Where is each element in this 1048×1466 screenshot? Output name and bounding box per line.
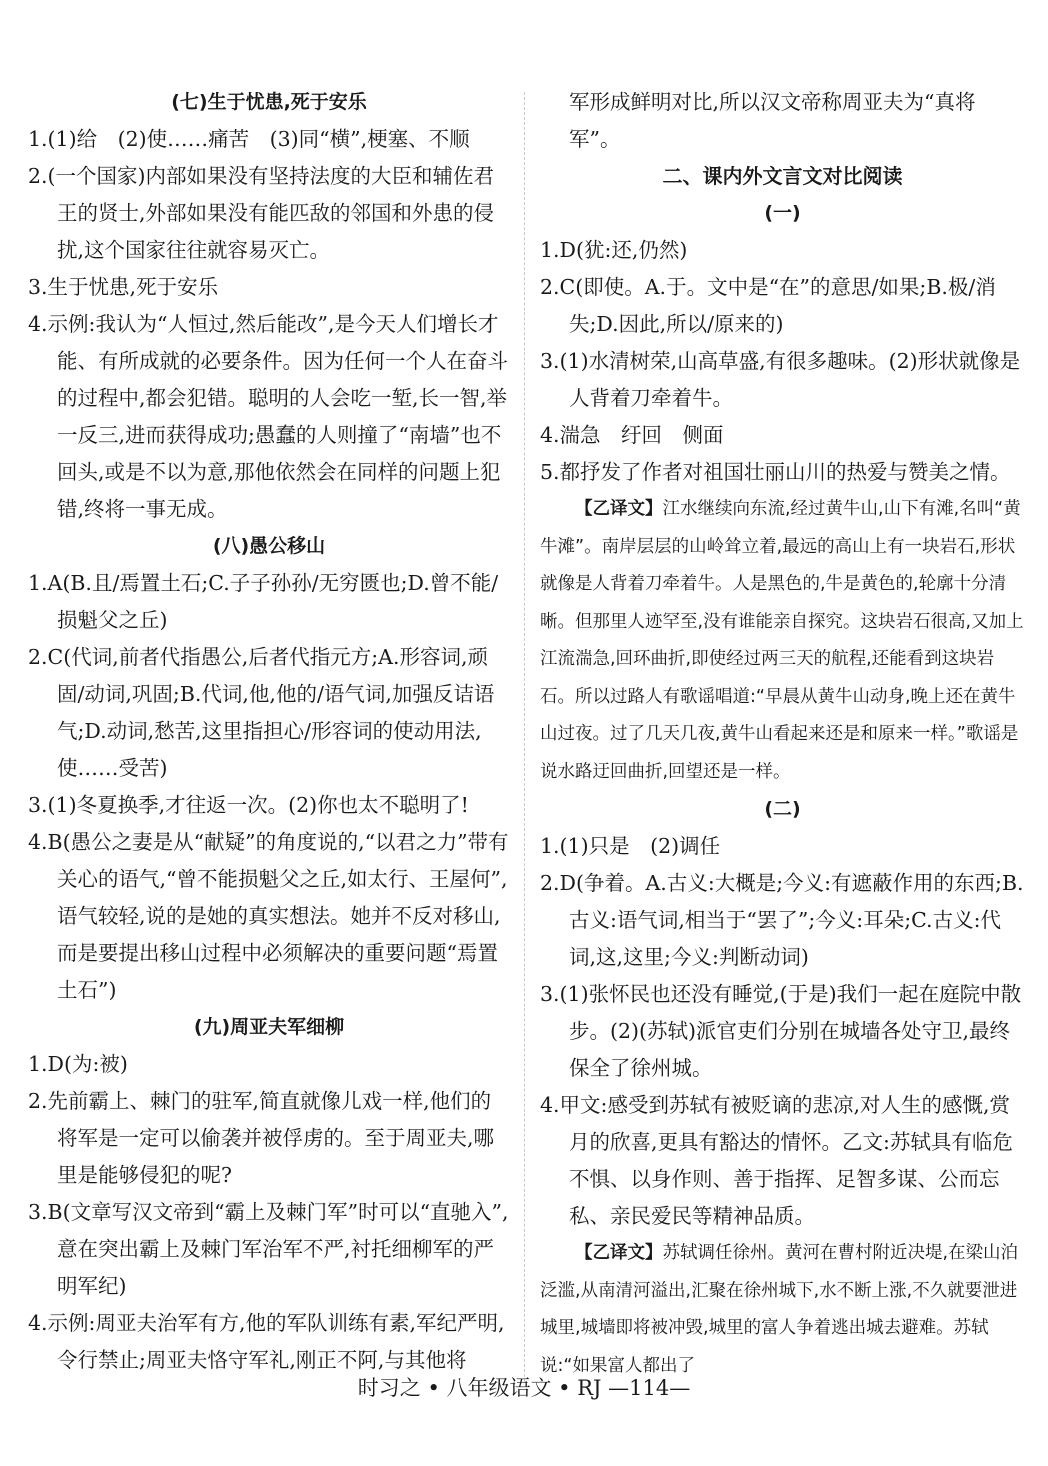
answer-item: 2.C(即使。A.于。文中是“在”的意思/如果;B.极/消失;D.因此,所以/原来的) <box>540 275 996 336</box>
column-divider <box>524 92 525 1382</box>
answer-item: 4.示例:我认为“人恒过,然后能改”,是今天人们增长才能、有所成就的必要条件。因为任何一个人在奋斗的过程中,都会犯错。聪明的人会吃一堑,长一智,举一反三,进而获得成功;愚蠢的人则撞了“南墙”也不回头,或是不以为意,那他依然会在同样的问题上犯错,终将一事无成。 <box>28 312 508 521</box>
translation-paragraph <box>540 491 1025 791</box>
answer-item: 3.B(文章写汉文帝到“霸上及棘门军”时可以“直驰入”,意在突出霸上及棘门军治军不严,衬托细柳军的严明军纪) <box>28 1200 509 1298</box>
continuation-text: 军形成鲜明对比,所以汉文帝称周亚夫为“真将军”。 <box>569 90 976 151</box>
left-column <box>28 84 510 1379</box>
section-7 <box>28 84 510 528</box>
section-heading: (九)周亚夫军细柳 <box>193 1016 345 1038</box>
section-heading: (八)愚公移山 <box>212 535 326 557</box>
translation-text: 江水继续向东流,经过黄牛山,山下有滩,名叫“黄牛滩”。南岸层层的山岭耸立着,最远的高山上有一块岩石,形状就像是人背着刀牵着牛。人是黑色的,牛是黄色的,轮廓十分清晰。但那里人迹罕至,没有谁能亲自探究。这块岩石很高,又加上江流湍急,回环曲折,即使经过两三天的航程,还能看到这块岩石。所以过路人有歌谣唱道:“早晨从黄牛山动身,晚上还在黄牛山过夜。过了几天几夜,黄牛山看起来还是和原来一样。”歌谣是说水路迂回曲折,回望还是一样。 <box>540 499 1024 782</box>
section-9 <box>28 1009 510 1379</box>
answer-item: 2.C(代词,前者代指愚公,后者代指元方;A.形容词,顽固/动词,巩固;B.代词,他,他的/语气词,加强反诘语气;D.动词,愁苦,这里指担心/形容词的使动用法,使……受苦) <box>28 645 495 780</box>
translation-paragraph <box>540 1235 1025 1385</box>
answer-item: 4.甲文:感受到苏轼有被贬谪的悲凉,对人生的感慨,赏月的欣喜,更具有豁达的情怀。乙文:苏轼具有临危不惧、以身作则、善于指挥、足智多谋、公而忘私、亲民爱民等精神品质。 <box>540 1093 1013 1228</box>
answer-item: 2.先前霸上、棘门的驻军,简直就像儿戏一样,他们的将军是一定可以偷袭并被俘虏的。至于周亚夫,哪里是能够侵犯的呢? <box>28 1089 495 1187</box>
part-heading: (二) <box>764 798 801 820</box>
part-heading: (一) <box>764 202 801 224</box>
answer-item: 3.(1)冬夏换季,才往返一次。(2)你也太不聪明了! <box>28 793 469 817</box>
right-column <box>540 84 1025 1385</box>
translation-tag: 【乙译文】 <box>575 499 663 519</box>
answer-item: 2.(一个国家)内部如果没有坚持法度的大臣和辅佐君王的贤士,外部如果没有能匹敌的邻国和外患的侵扰,这个国家往往就容易灭亡。 <box>28 164 495 262</box>
answer-item: 2.D(争着。A.古义:大概是;今义:有遮蔽作用的东西;B.古义:语气词,相当于“罢了”;今义:耳朵;C.古义:代词,这,这里;今义:判断动词) <box>540 871 1024 969</box>
translation-text: 苏轼调任徐州。黄河在曹村附近决堤,在梁山泊泛滥,从南清河溢出,汇聚在徐州城下,水不断上涨,不久就要泄进城里,城墙即将被冲毁,城里的富人争着逃出城去避难。苏轼说:“如果富人都出了 <box>540 1243 1019 1376</box>
answer-item: 1.(1)只是 (2)调任 <box>540 834 721 858</box>
translation-tag: 【乙译文】 <box>575 1243 663 1263</box>
section-8 <box>28 528 510 1009</box>
answer-item: 3.(1)张怀民也还没有睡觉,(于是)我们一起在庭院中散步。(2)(苏轼)派官吏们分别在城墙各处守卫,最终保全了徐州城。 <box>540 982 1022 1080</box>
part-1 <box>540 195 1025 791</box>
answer-item: 5.都抒发了作者对祖国壮丽山川的热爱与赞美之情。 <box>540 460 1011 484</box>
page-footer: 时习之 • 八年级语文 • RJ —114— <box>357 1376 691 1400</box>
section-title: 二、课内外文言文对比阅读 <box>662 164 903 188</box>
section-heading: (七)生于忧患,死于安乐 <box>171 91 367 113</box>
answer-item: 1.A(B.且/焉置土石;C.子子孙孙/无穷匮也;D.曾不能/损魁父之丘) <box>28 571 499 632</box>
answer-item: 1.D(犹:还,仍然) <box>540 238 688 262</box>
answer-item: 1.D(为:被) <box>28 1052 128 1076</box>
answer-item: 3.生于忧患,死于安乐 <box>28 275 219 299</box>
answer-item: 4.示例:周亚夫治军有方,他的军队训练有素,军纪严明,令行禁止;周亚夫恪守军礼,刚正不阿,与其他将 <box>28 1311 505 1372</box>
part-2 <box>540 791 1025 1385</box>
answer-item: 1.(1)给 (2)使……痛苦 (3)同“横”,梗塞、不顺 <box>28 127 470 151</box>
answer-item: 4.B(愚公之妻是从“献疑”的角度说的,“以君之力”带有关心的语气,“曾不能损魁父之丘,如太行、王屋何”,语气较轻,说的是她的真实想法。她并不反对移山,而是要提出移山过程中必须解决的重要问题“焉置土石”) <box>28 830 509 1002</box>
answer-item: 4.湍急 纡回 侧面 <box>540 423 724 447</box>
answer-item: 3.(1)水清树荣,山高草盛,有很多趣味。(2)形状就像是人背着刀牵着牛。 <box>540 349 1021 410</box>
